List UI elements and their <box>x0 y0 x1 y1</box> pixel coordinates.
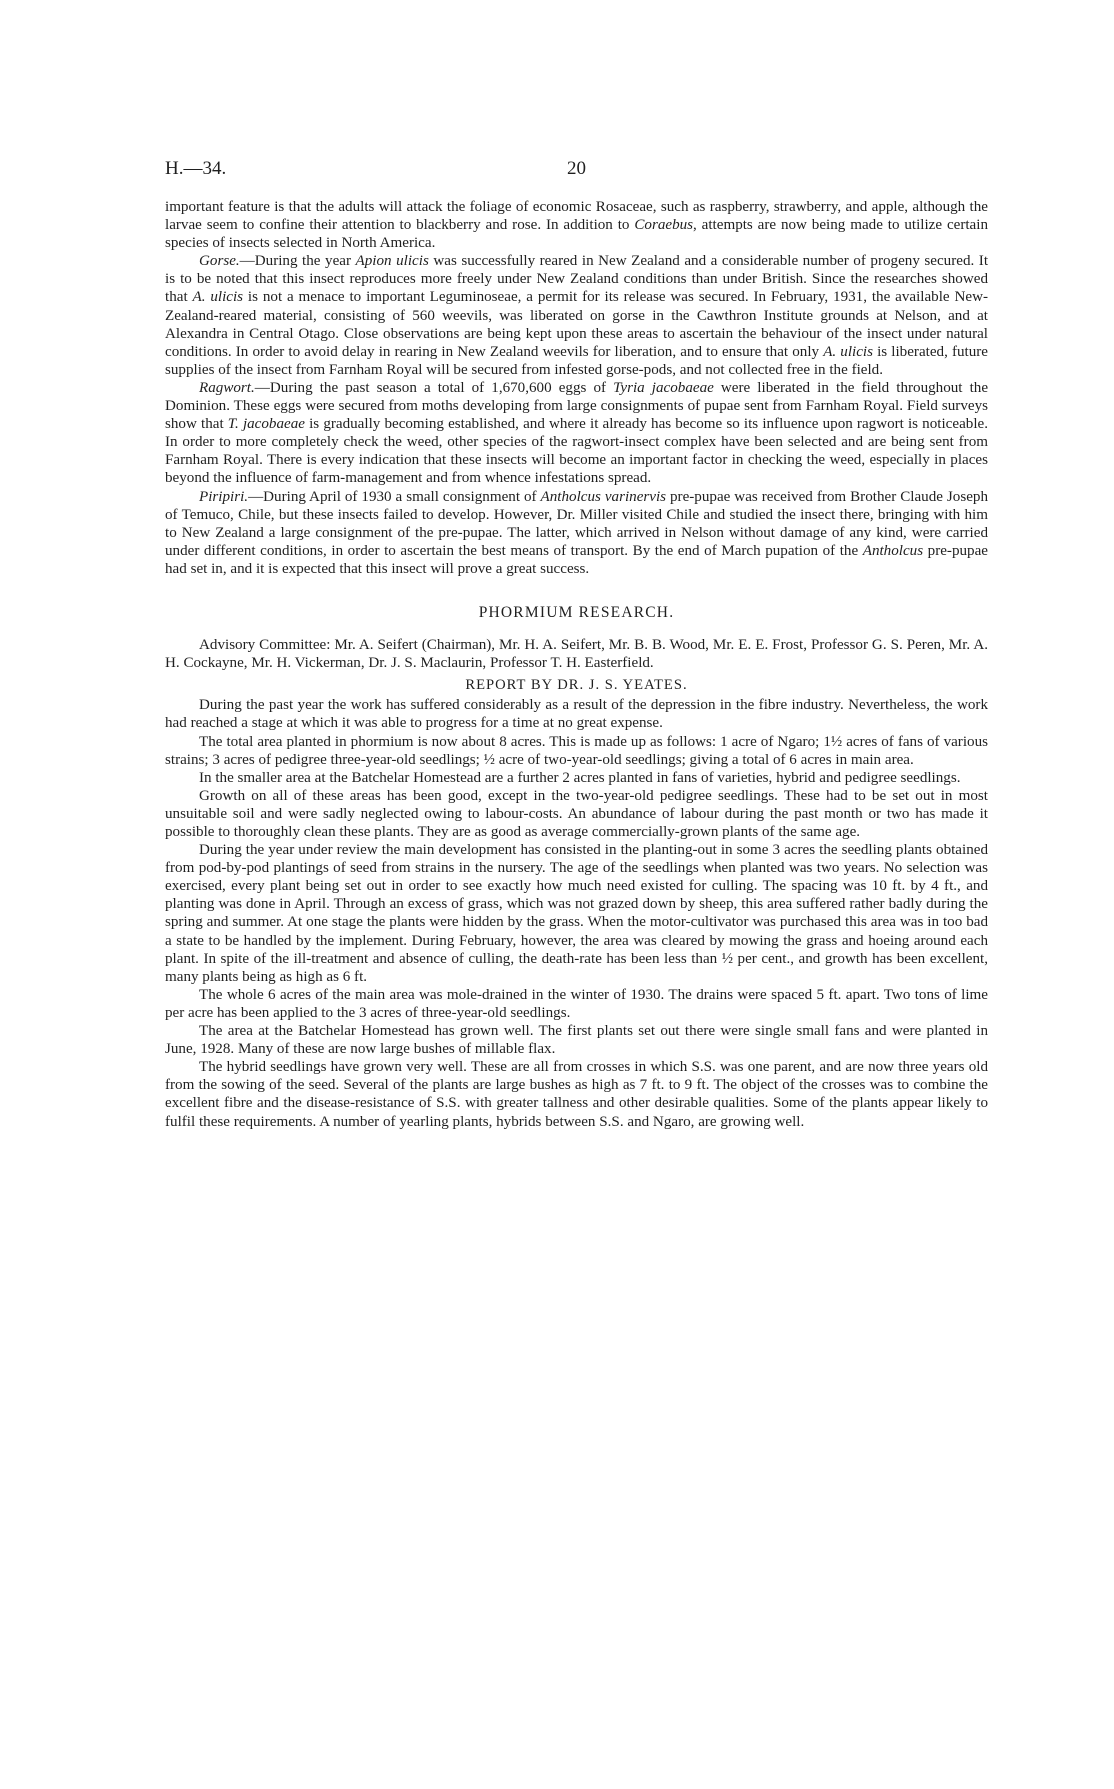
text-run: is gradually becoming established, and where it already has become so its influence upon ragwort is noticeable. In order to more completely check the weed, other species of the ragwort-insect complex have been selected and are being sent from Farnham Royal. There is every indication that these insects will become an important factor in checking the weed, especially in places beyond the influence of farm-management and from whence infestations spread. <box>165 416 988 487</box>
paragraph <box>165 733 988 769</box>
italic-text: Piripiri. <box>199 488 249 505</box>
italic-text: Coraebus <box>634 217 694 234</box>
text-run: pre-pupae was received from Brother Claude Joseph of Temuco, Chile, but these insects failed to develop. However, Dr. Miller visited Chile and studied the insect there, bringing with him to New Zealand a large consignment of the pre-pupae. The latter, which arrived in Nelson without damage of any kind, were carried under different conditions, in order to ascertain the best means of transport. By the end of March pupation of the <box>165 488 988 559</box>
italic-text: Apion ulicis <box>355 253 429 270</box>
text-run: In the smaller area at the Batchelar Homestead are a further 2 acres planted in fans of varieties, hybrid and pedigree seedlings. <box>199 769 961 786</box>
page-header <box>165 158 988 182</box>
paragraph <box>165 488 988 578</box>
document-body <box>165 198 988 1131</box>
paragraph <box>165 841 988 986</box>
italic-text: Antholcus <box>862 542 924 559</box>
text-run: Growth on all of these areas has been good, except in the two-year-old pedigree seedlings. These had to be set out in most unsuitable soil and were sadly neglected owing to labour-costs. An abundance of labour during the past month or two has made it possible to thoroughly clean these plants. They are as good as average commercially-grown plants of the same age. <box>165 787 988 840</box>
biological-control-section <box>165 198 988 578</box>
paragraph <box>165 1058 988 1130</box>
paragraph <box>165 198 988 252</box>
section-heading: PHORMIUM RESEARCH. <box>478 603 675 621</box>
text-run: was successfully reared in New Zealand and a considerable number of progeny secured. It is to be noted that this insect reproduces more freely under New Zealand conditions than under British. Since the researches showed that <box>165 253 989 306</box>
paragraph <box>165 787 988 841</box>
text-run: were liberated in the field throughout the Dominion. These eggs were secured from moths developing from large consignments of pupae sent from Farnham Royal. Field surveys show that <box>165 379 989 433</box>
text-run: —During April of 1930 a small consignment of <box>248 488 541 505</box>
text-run: —During the past season a total of 1,670,600 eggs of <box>254 379 614 396</box>
text-run: The area at the Batchelar Homestead has grown well. The first plants set out there were single small fans and were planted in June, 1928. Many of these are now large bushes of millable flax. <box>165 1023 988 1058</box>
text-run: During the past year the work has suffered considerably as a result of the depression in the fibre industry. Nevertheless, the work had reached a stage at which it was able to progress for a time at no great expense. <box>165 697 988 732</box>
text-run: , attempts are now being made to utilize certain species of insects selected in North America. <box>165 217 988 252</box>
text-run: pre-pupae had set in, and it is expected that this insect will prove a great success. <box>165 542 988 577</box>
document-reference: H.—34. <box>165 158 227 179</box>
report-heading: REPORT BY DR. J. S. YEATES. <box>465 677 688 694</box>
italic-text: Ragwort. <box>199 379 255 396</box>
italic-text: Tyria jacobaeae <box>613 379 714 396</box>
paragraph <box>165 696 988 732</box>
text-run: is not a menace to important Leguminoseae, a permit for its release was secured. In February, 1931, the available New-Zealand-reared material, consisting of 560 weevils, was liberated on gorse in the Cawthron Institute grounds at Nelson, and at Alexandra in Central Otago. Close observations are being kept upon these areas to ascertain the behaviour of the insect under natural conditions. In order to avoid delay in rearing in New Zealand weevils for liberation, and to ensure that only <box>165 289 989 360</box>
text-run: —During the year <box>239 253 356 270</box>
paragraph <box>165 1022 988 1058</box>
italic-text: A. ulicis <box>192 289 244 306</box>
text-run: is liberated, future supplies of the insect from Farnham Royal will be secured from infested gorse-pods, and not collected free in the field. <box>165 343 989 378</box>
text-run: The total area planted in phormium is now about 8 acres. This is made up as follows: 1 acre of Ngaro; 1½ acres of fans of various strains; 3 acres of pedigree three-year-old seedlings; ½ acre of two-year-old seedlings; giving a total of 6 acres in main area. <box>165 733 988 768</box>
text-run: important feature is that the adults will attack the foliage of economic Rosaceae, such as raspberry, strawberry, and apple, although the larvae seem to confine their attention to blackberry and rose. In addition to <box>165 199 988 234</box>
paragraph <box>165 986 988 1022</box>
italic-text: Antholcus varinervis <box>540 488 667 505</box>
paragraph <box>165 252 988 379</box>
advisory-committee: Advisory Committee: Mr. A. Seifert (Chairman), Mr. H. A. Seifert, Mr. B. B. Wood, Mr. E. E. Frost, Professor G. S. Peren, Mr. A. H. Cockayne, Mr. H. Vickerman, Dr. J. S. Maclaurin, Professor T. H. Easterfield. <box>165 637 988 672</box>
report-section <box>165 696 988 1130</box>
text-run: The whole 6 acres of the main area was mole-drained in the winter of 1930. The drains were spaced 5 ft. apart. Two tons of lime per acre has been applied to the 3 acres of three-year-old seedlings. <box>165 986 988 1021</box>
text-run: The hybrid seedlings have grown very well. These are all from crosses in which S.S. was one parent, and are now three years old from the sowing of the seed. Several of the plants are large bushes as high as 7 ft. to 9 ft. The object of the crosses was to combine the excellent fibre and the disease-resistance of S.S. with greater tallness and other desirable qualities. Some of the plants appear likely to fulfil these requirements. A number of yearling plants, hybrids between S.S. and Ngaro, are growing well. <box>165 1059 988 1130</box>
page-number: 20 <box>567 158 586 179</box>
italic-text: A. ulicis <box>823 343 873 360</box>
italic-text: T. jacobaeae <box>227 416 305 433</box>
paragraph <box>165 379 988 488</box>
text-run: During the year under review the main development has consisted in the planting-out in some 3 acres the seedling plants obtained from pod-by-pod plantings of seed from strains in the nursery. The age of the seedlings when planted was two years. No selection was exercised, every plant being set out in order to see exactly how much need existed for culling. The spacing was 10 ft. by 4 ft., and planting was done in April. Through an excess of grass, which was not grazed down by sheep, this area suffered rather badly during the spring and summer. At one stage the plants were hidden by the grass. When the motor-cultivator was purchased this area was in too bad a state to be handled by the implement. During February, however, the area was cleared by mowing the grass and hoeing around each plant. In spite of the ill-treatment and absence of culling, the death-rate has been less than ½ per cent., and growth has been excellent, many plants being as high as 6 ft. <box>165 842 988 985</box>
paragraph <box>165 769 988 787</box>
italic-text: Gorse. <box>199 253 240 270</box>
